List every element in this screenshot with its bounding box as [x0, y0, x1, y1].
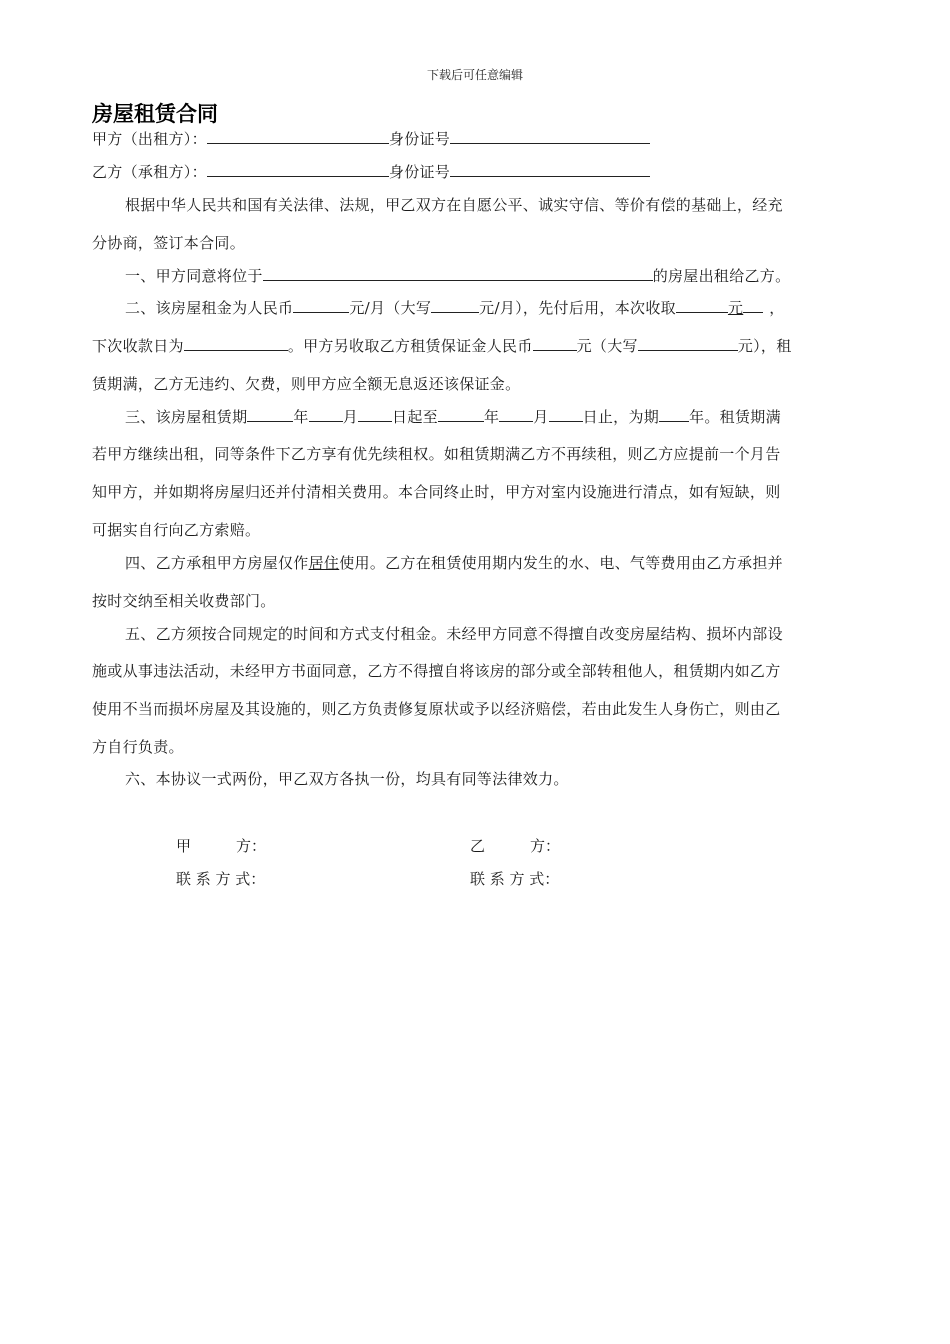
party-a-contact-label: 联 系 方 式： — [176, 870, 266, 888]
current-payment-field[interactable] — [676, 298, 728, 313]
clause-2-line-1 — [125, 297, 785, 318]
monthly-rent-words-field[interactable] — [431, 298, 479, 313]
clause-3-line-4: 可据实自行向乙方索赔。 — [92, 521, 261, 539]
party-b-line — [92, 161, 650, 182]
clause-2-text: 元（大写 — [576, 337, 638, 355]
preamble-line-2: 分协商，签订本合同。 — [92, 234, 246, 252]
next-payment-date-field[interactable] — [184, 336, 288, 351]
property-address-field[interactable] — [263, 266, 653, 281]
clause-5-line-2: 施或从事违法活动，未经甲方书面同意，乙方不得擅自将该房的部分或全部转租他人，租赁期内如乙方 — [92, 662, 781, 680]
clause-3-text: 月 — [533, 408, 549, 426]
lease-start-day-field[interactable] — [358, 407, 392, 422]
clause-2-text: 元 — [727, 299, 744, 317]
party-a-id-label: 身份证号 — [388, 130, 451, 148]
clause-3-text: 年。租赁期满 — [689, 408, 781, 426]
party-b-id-field[interactable] — [450, 162, 650, 177]
party-b-signature-label: 乙 方： — [470, 837, 561, 855]
party-a-name-field[interactable] — [207, 129, 389, 144]
party-b-id-label: 身份证号 — [388, 163, 451, 181]
clause-2-text: 下次收款日为 — [92, 337, 184, 355]
clause-2-text: 元/月），先付后用，本次收取 — [479, 299, 676, 317]
clause-3-text: 日起至 — [392, 408, 438, 426]
clause-4-usage: 居住 — [308, 554, 340, 572]
clause-6: 六、本协议一式两份，甲乙双方各执一份，均具有同等法律效力。 — [125, 770, 569, 788]
party-a-signature-label: 甲 方： — [176, 837, 267, 855]
clause-3-line-3: 知甲方，并如期将房屋归还并付清相关费用。本合同终止时，甲方对室内设施进行清点，如有短缺，则 — [92, 483, 781, 501]
clause-1 — [125, 265, 790, 286]
clause-1-text-a: 一、甲方同意将位于 — [125, 267, 263, 285]
preamble-line-1: 根据中华人民共和国有关法律、法规，甲乙双方在自愿公平、诚实守信、等价有偿的基础上，经充 — [125, 196, 783, 214]
clause-2-text: 二、该房屋租金为人民币 — [125, 299, 294, 317]
deposit-amount-field[interactable] — [533, 336, 577, 351]
party-a-id-field[interactable] — [450, 129, 650, 144]
clause-5-line-1: 五、乙方须按合同规定的时间和方式支付租金。未经甲方同意不得擅自改变房屋结构、损坏内部设 — [125, 625, 783, 643]
party-b-contact-label: 联 系 方 式： — [470, 870, 560, 888]
lease-term-years-field[interactable] — [659, 407, 689, 422]
clause-2-line-3: 赁期满，乙方无违约、欠费，则甲方应全额无息返还该保证金。 — [92, 375, 521, 393]
lease-start-month-field[interactable] — [309, 407, 343, 422]
lease-start-year-field[interactable] — [247, 407, 293, 422]
lease-end-year-field[interactable] — [438, 407, 484, 422]
clause-3-text: 月 — [342, 408, 359, 426]
party-b-label: 乙方（承租方）： — [92, 163, 207, 181]
header-note: 下载后可任意编辑 — [426, 68, 523, 82]
clause-2-text: ， — [769, 299, 785, 317]
current-payment-blank[interactable] — [743, 298, 763, 313]
clause-3-line-2: 若甲方继续出租，同等条件下乙方享有优先续租权。如租赁期满乙方不再续租，则乙方应提前一个月告 — [92, 445, 781, 463]
clause-3-text: 年 — [293, 408, 309, 426]
clause-1-text-b: 的房屋出租给乙方。 — [652, 267, 791, 285]
clause-3-text: 年 — [483, 408, 500, 426]
clause-4-line-2: 按时交纳至相关收费部门。 — [92, 592, 276, 610]
party-b-name-field[interactable] — [207, 162, 389, 177]
clause-4-text: 四、乙方承租甲方房屋仅作 — [125, 554, 309, 572]
party-a-line — [92, 128, 650, 149]
clause-2-text: 。甲方另收取乙方租赁保证金人民币 — [287, 337, 533, 355]
clause-2-line-2 — [92, 335, 792, 356]
clause-3-text: 日止，为期 — [582, 408, 660, 426]
lease-end-month-field[interactable] — [499, 407, 533, 422]
party-a-label: 甲方（出租方）： — [92, 130, 207, 148]
monthly-rent-field[interactable] — [293, 298, 349, 313]
clause-4-text: 使用。乙方在租赁使用期内发生的水、电、气等费用由乙方承担并 — [339, 554, 783, 572]
clause-4-line-1 — [125, 552, 783, 573]
clause-5-line-4: 方自行负责。 — [92, 738, 184, 756]
clause-3-line-1 — [125, 406, 781, 427]
clause-2-text: 元/月（大写 — [349, 299, 432, 317]
clause-3-text: 三、该房屋租赁期 — [125, 408, 248, 426]
clause-5-line-3: 使用不当而损坏房屋及其设施的，则乙方负责修复原状或予以经济赔偿，若由此发生人身伤亡，则由乙 — [92, 700, 781, 718]
clause-2-text: 元），租 — [737, 337, 792, 355]
document-title: 房屋租赁合同 — [92, 102, 218, 126]
lease-end-day-field[interactable] — [549, 407, 583, 422]
deposit-words-field[interactable] — [638, 336, 738, 351]
